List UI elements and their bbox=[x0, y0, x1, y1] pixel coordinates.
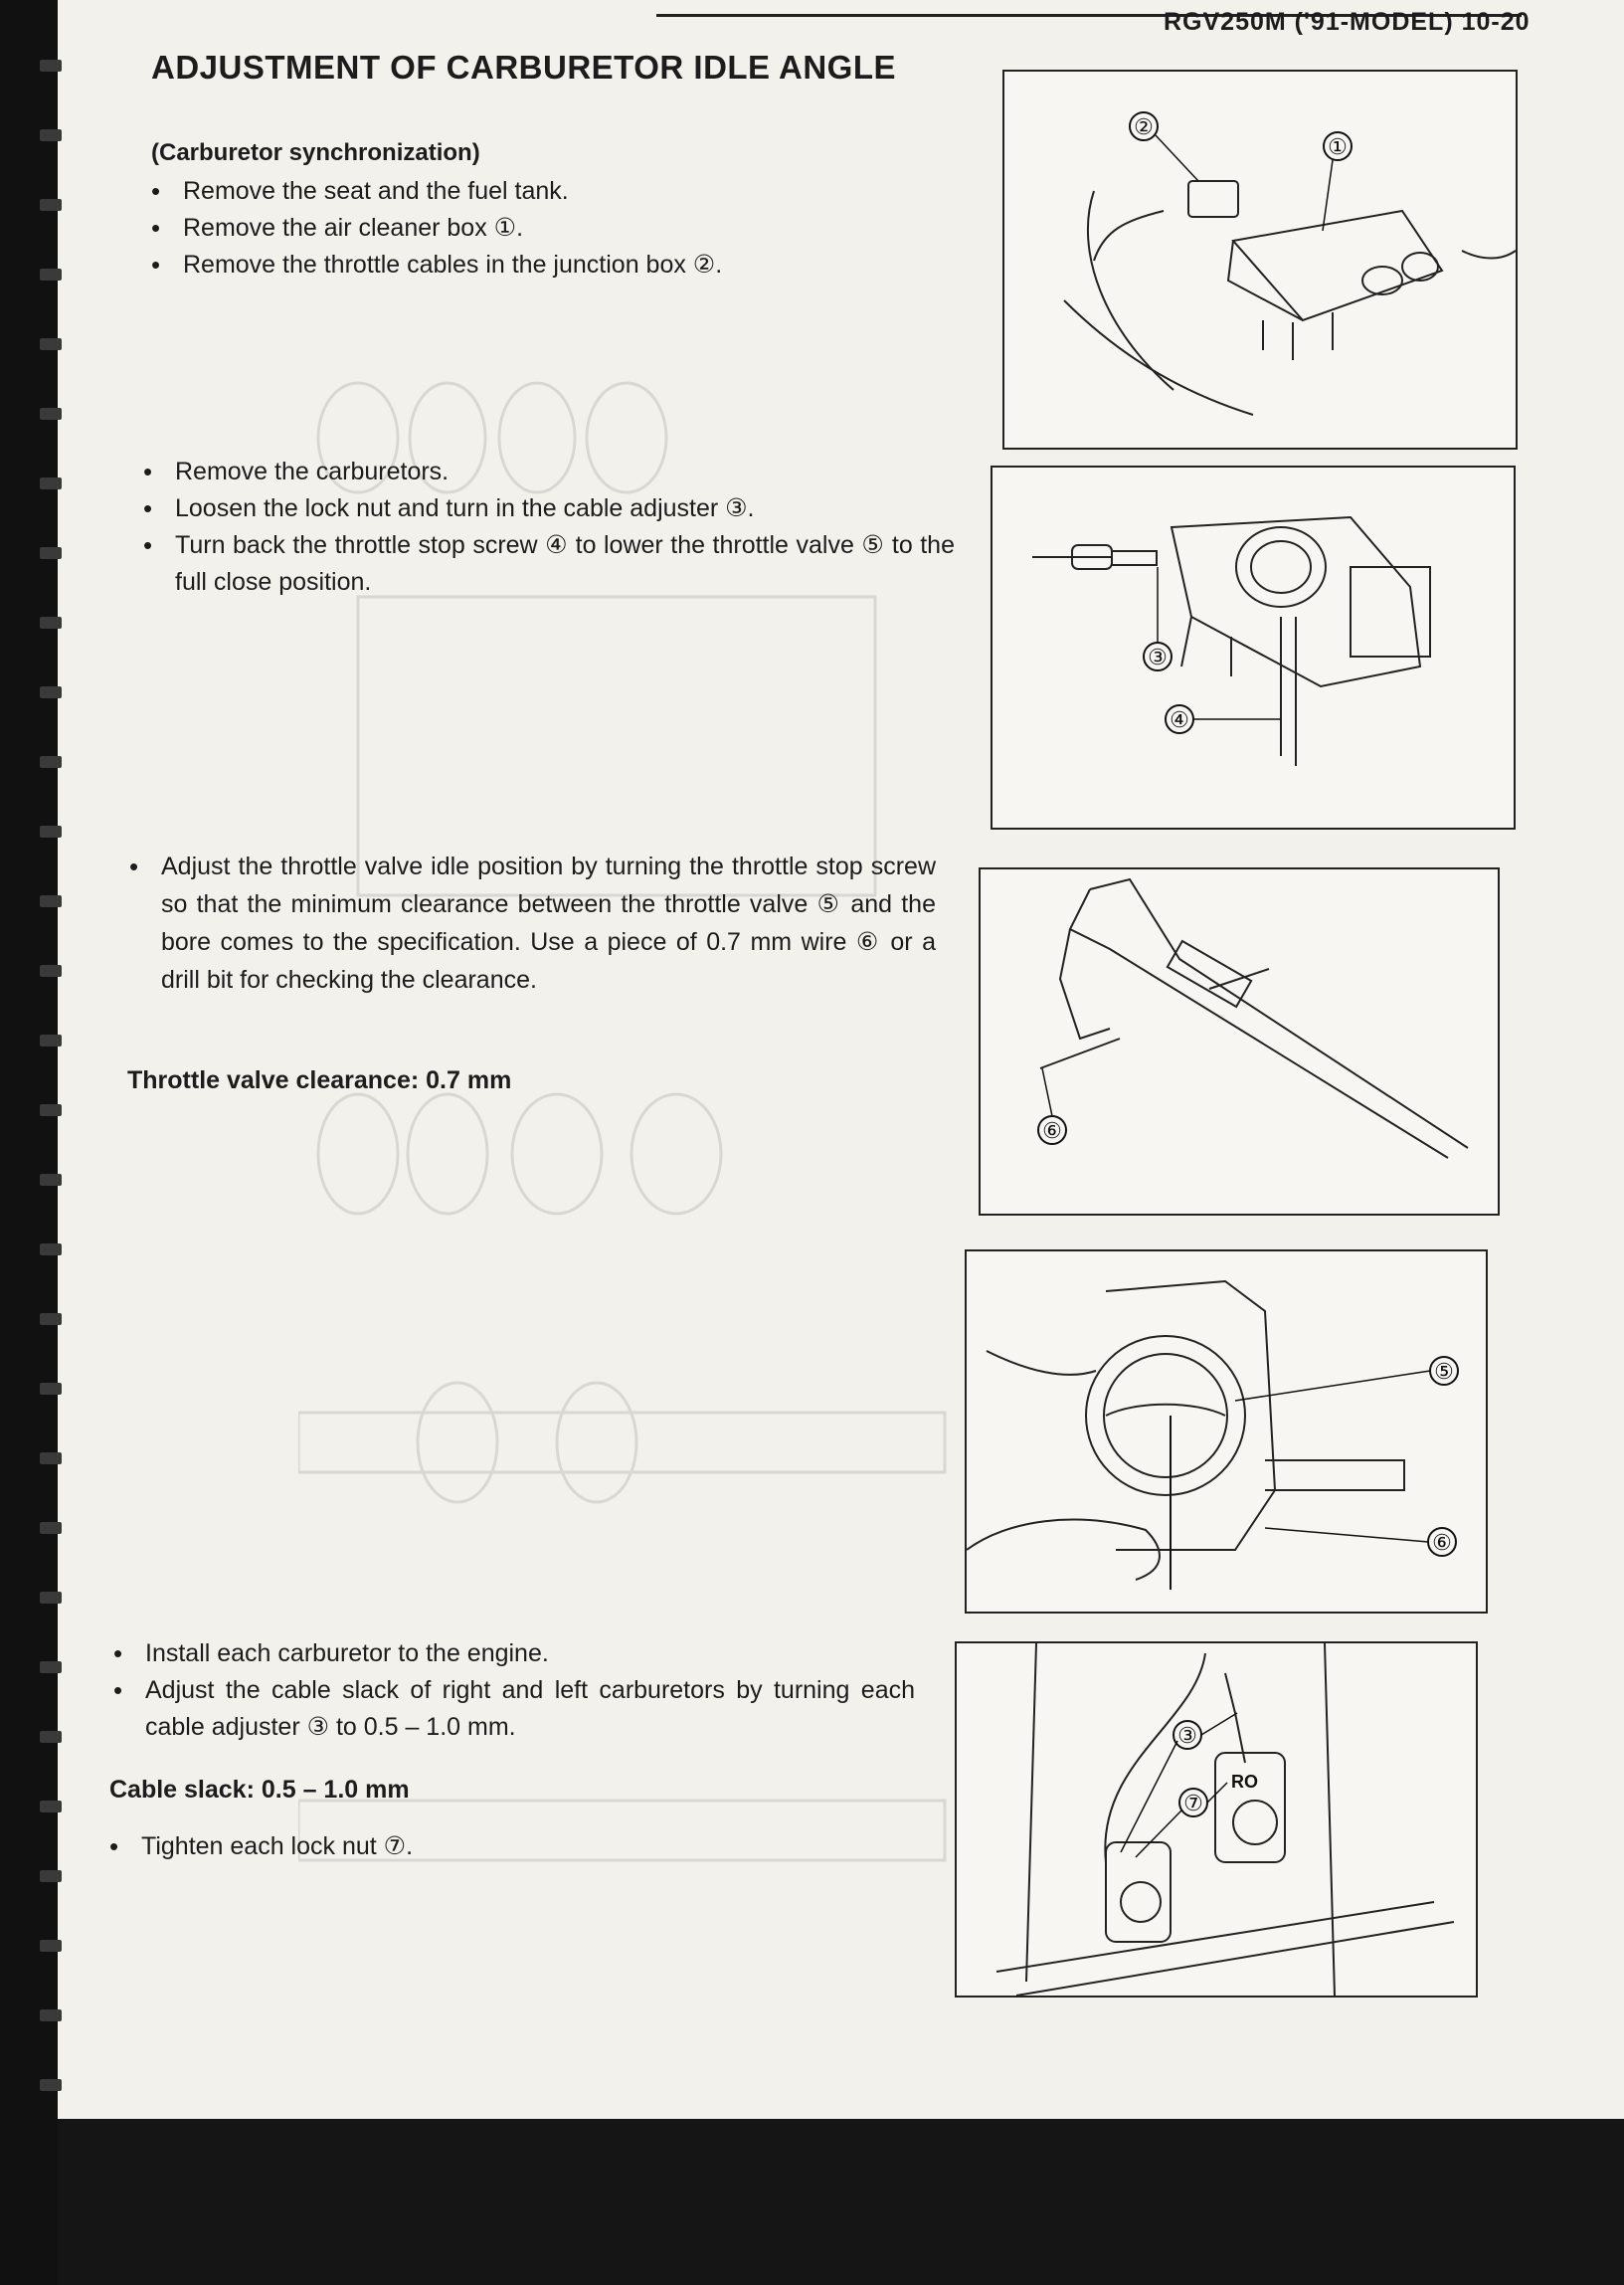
step-item: • Loosen the lock nut and turn in the cable adjuster ③. bbox=[139, 490, 955, 527]
step-item: • Turn back the throttle stop screw ④ to lower the throttle valve ⑤ to the full close position. bbox=[139, 527, 955, 601]
figure-air-cleaner-box bbox=[1002, 70, 1518, 450]
callout-7: ⑦ bbox=[1183, 1791, 1203, 1815]
page-title: ADJUSTMENT OF CARBURETOR IDLE ANGLE bbox=[151, 49, 897, 86]
section-3-steps bbox=[125, 848, 936, 999]
air-cleaner-illustration bbox=[1004, 72, 1516, 448]
callout-4: ④ bbox=[1170, 707, 1189, 732]
figure-clearance-caliper bbox=[979, 867, 1500, 1216]
section-4-final-step bbox=[105, 1828, 911, 1865]
step-item: • Adjust the throttle valve idle position by turning the throttle stop screw so that the minimum clearance between the throttle valve ⑤ and the bore comes to the specification. Use a piece of 0.7 mm wire ⑥ or a drill bit for checking the clearance. bbox=[125, 848, 936, 999]
spec-label: Throttle valve clearance: bbox=[127, 1066, 420, 1094]
step-item: • Remove the air cleaner box ①. bbox=[147, 210, 963, 247]
callout-3: ③ bbox=[1148, 645, 1168, 669]
section-1-steps bbox=[147, 173, 963, 284]
spec-value: 0.5 – 1.0 mm bbox=[261, 1776, 410, 1804]
callout-1: ① bbox=[1328, 134, 1348, 159]
callout-6: ⑥ bbox=[1432, 1530, 1452, 1555]
page-subtitle: (Carburetor synchronization) bbox=[151, 139, 480, 166]
step-item: • Adjust the cable slack of right and left carburetors by turning each cable adjuster ③ to 0.5 – 1.0 mm. bbox=[109, 1672, 915, 1746]
carb-marking: RO bbox=[1231, 1772, 1258, 1792]
page-bottom-shadow bbox=[58, 2119, 1624, 2285]
spec-label: Cable slack: bbox=[109, 1776, 255, 1804]
callout-2: ② bbox=[1134, 114, 1154, 139]
step-item: • Remove the throttle cables in the junction box ②. bbox=[147, 247, 963, 284]
spec-value: 0.7 mm bbox=[426, 1066, 512, 1094]
spec-throttle-clearance bbox=[127, 1066, 511, 1095]
spec-cable-slack bbox=[109, 1776, 410, 1805]
callout-6: ⑥ bbox=[1042, 1118, 1062, 1143]
figure-installed-carburetors bbox=[955, 1641, 1478, 1998]
figure-throttle-valve-bore bbox=[965, 1249, 1488, 1614]
step-item: • Install each carburetor to the engine. bbox=[109, 1635, 915, 1672]
step-item: • Tighten each lock nut ⑦. bbox=[105, 1828, 911, 1865]
page-header: RGV250M ('91-MODEL) 10-20 bbox=[1164, 8, 1531, 36]
step-item: • Remove the seat and the fuel tank. bbox=[147, 173, 963, 210]
figure-carburetor-cable-adjuster bbox=[991, 466, 1516, 830]
step-item: • Remove the carburetors. bbox=[139, 454, 955, 490]
callout-3: ③ bbox=[1177, 1723, 1197, 1748]
callout-5: ⑤ bbox=[1434, 1359, 1454, 1384]
section-4-steps bbox=[109, 1635, 915, 1746]
section-2-steps bbox=[139, 454, 955, 601]
